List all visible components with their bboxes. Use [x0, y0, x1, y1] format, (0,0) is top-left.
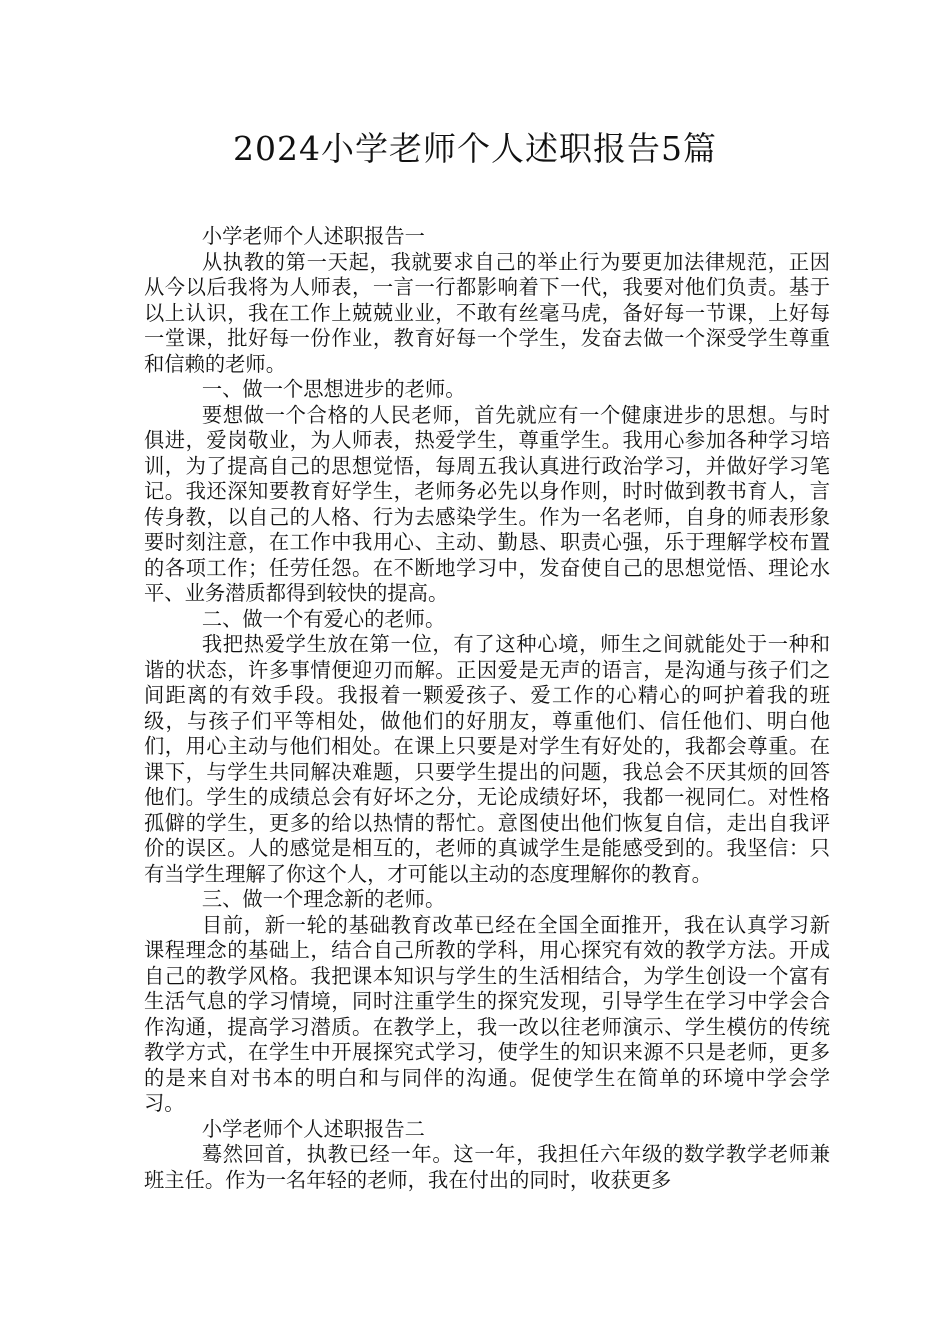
body-paragraph: 蓦然回首，执教已经一年。这一年，我担任六年级的数学教学老师兼班主任。作为一名年轻的老师，我在付出的同时，收获更多 — [144, 1142, 830, 1192]
body-paragraph: 要想做一个合格的人民老师，首先就应有一个健康进步的思想。与时俱进，爱岗敬业，为人师表，热爱学生，尊重学生。我用心参加各种学习培训，为了提高自己的思想觉悟，每周五我认真进行政治学习，并做好学习笔记。我还深知要教育好学生，老师务必先以身作则，时时做到教书育人，言传身教，以自己的人格、行为去感染学生。作为一名老师，自身的师表形象要时刻注意，在工作中我用心、主动、勤恳、职责心强，乐于理解学校布置的各项工作；任劳任怨。在不断地学习中，发奋使自己的思想觉悟、理论水平、业务潜质都得到较快的提高。 — [144, 402, 830, 605]
section-heading: 小学老师个人述职报告一 — [201, 224, 425, 248]
body-paragraph: 我把热爱学生放在第一位，有了这种心境，师生之间就能处于一种和谐的状态，许多事情便迎刃而解。正因爱是无声的语言，是沟通与孩子们之间距离的有效手段。我报着一颗爱孩子、爱工作的心精心的呵护着我的班级，与孩子们平等相处，做他们的好朋友，尊重他们、信任他们、明白他们，用心主动与他们相处。在课上只要是对学生有好处的，我都会尊重。在课下，与学生共同解决难题，只要学生提出的问题，我总会不厌其烦的回答他们。学生的成绩总会有好坏之分，无论成绩好坏，我都一视同仁。对性格孤僻的学生，更多的给以热情的帮忙。意图使出他们恢复自信，走出自我评价的误区。人的感觉是相互的，老师的真诚学生是能感受到的。我坚信：只有当学生理解了你这个人，才可能以主动的态度理解你的教育。 — [144, 632, 830, 886]
section-heading: 小学老师个人述职报告二 — [201, 1116, 425, 1141]
subsection-heading: 一、做一个思想进步的老师。 — [201, 377, 466, 401]
document-title: 2024小学老师个人述职报告5篇 — [233, 129, 717, 168]
subsection-heading: 三、做一个理念新的老师。 — [201, 887, 446, 911]
subsection-heading: 二、做一个有爱心的老师。 — [201, 606, 446, 631]
body-paragraph: 从执教的第一天起，我就要求自己的举止行为要更加法律规范，正因从今以后我将为人师表，一言一行都影响着下一代，我要对他们负责。基于以上认识，我在工作上兢兢业业，不敢有丝毫马虎，备好每一节课，上好每一堂课，批好每一份作业，教育好每一个学生，发奋去做一个深受学生尊重和信赖的老师。 — [144, 249, 830, 376]
body-paragraph: 目前，新一轮的基础教育改革已经在全国全面推开，我在认真学习新课程理念的基础上，结合自己所教的学科，用心探究有效的教学方法。开成自己的教学风格。我把课本知识与学生的生活相结合，为学生创设一个富有生活气息的学习情境，同时注重学生的探究发现，引导学生在学习中学会合作沟通，提高学习潜质。在教学上，我一改以往老师演示、学生模仿的传统教学方式，在学生中开展探究式学习，使学生的知识来源不只是老师，更多的是来自对书本的明白和与同伴的沟通。促使学生在简单的环境中学会学习。 — [144, 912, 830, 1115]
document-body — [144, 224, 830, 1193]
